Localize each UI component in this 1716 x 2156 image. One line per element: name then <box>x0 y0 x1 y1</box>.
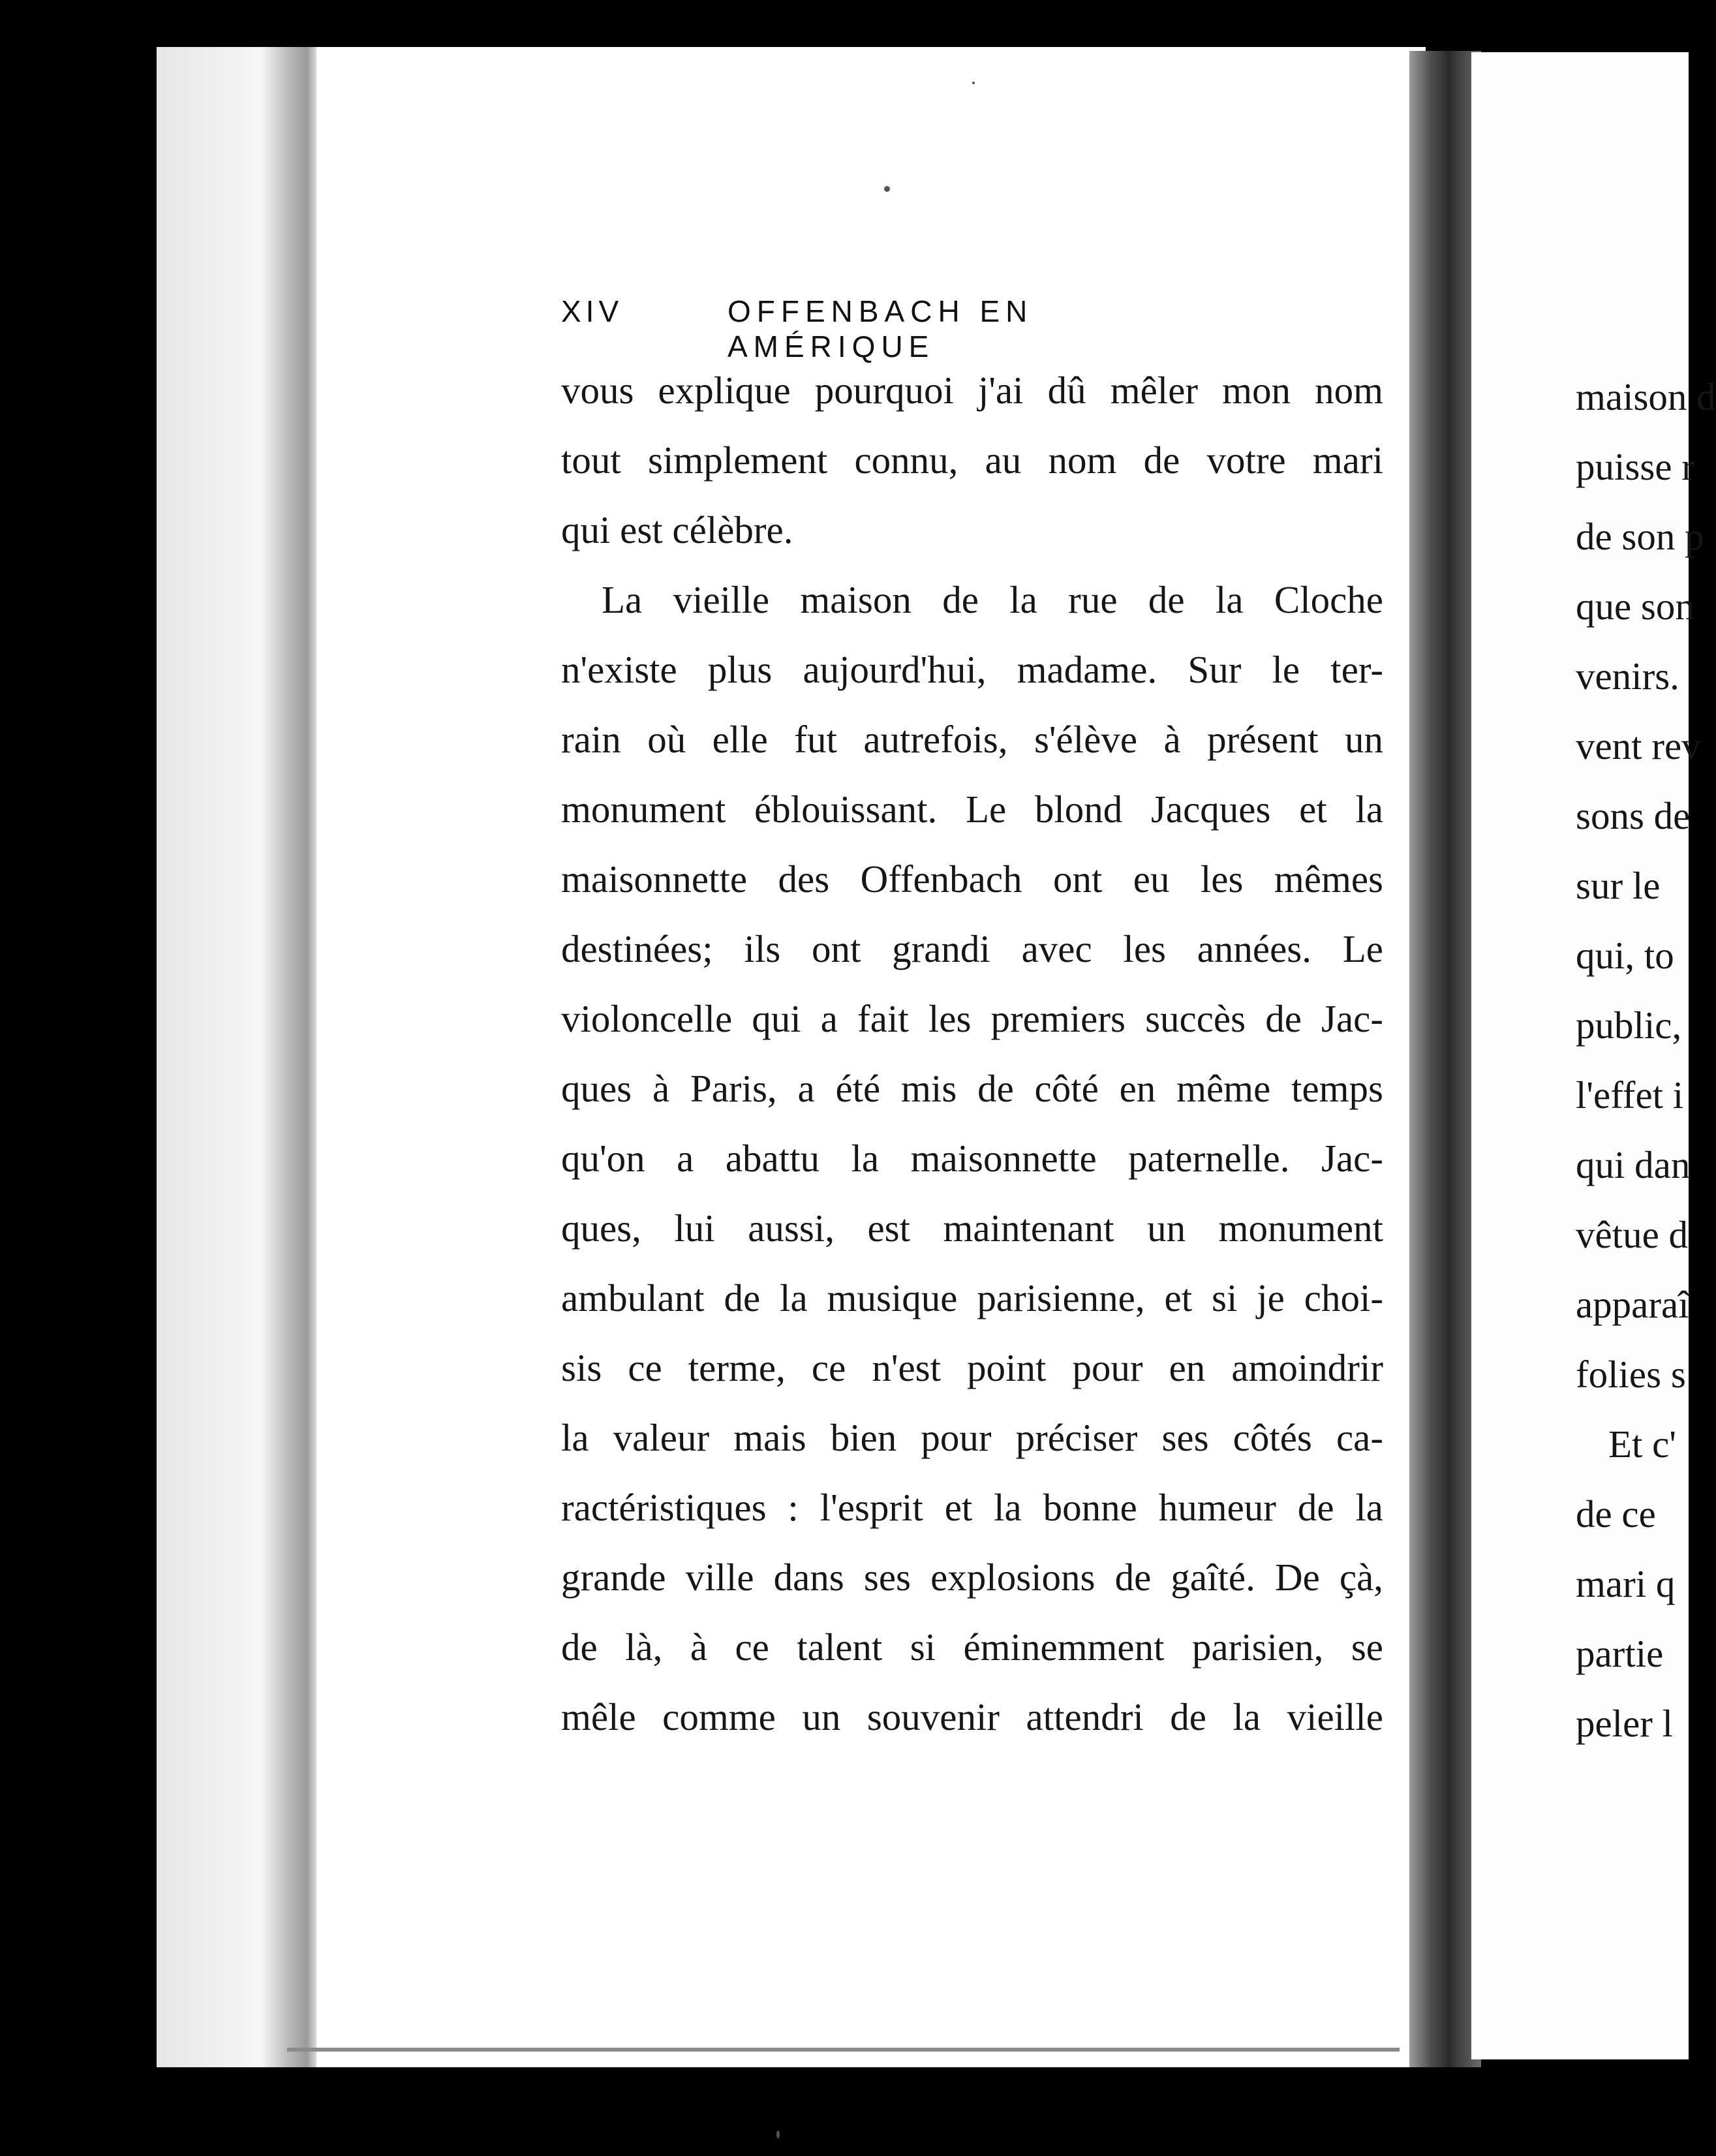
running-title: OFFENBACH EN AMÉRIQUE <box>728 294 1034 363</box>
text-line: vous explique pourquoi j'ai dû mêler mon nom <box>561 369 1383 412</box>
text-line: qui est célèbre. <box>561 508 793 551</box>
left-page-text <box>561 356 1383 1752</box>
text-line: Et c' <box>1608 1423 1676 1466</box>
text-line: n'existe plus aujourd'hui, madame. Sur le ter- <box>561 648 1383 691</box>
scan-speck <box>776 2131 780 2138</box>
page-bottom-edge <box>287 2048 1400 2052</box>
text-line: ques, lui aussi, est maintenant un monument <box>561 1207 1383 1250</box>
running-head <box>561 294 1218 363</box>
right-page-text <box>1576 362 1716 1759</box>
text-line: folies s <box>1576 1353 1686 1396</box>
text-line: monument éblouissant. Le blond Jacques et la <box>561 788 1383 831</box>
text-line: destinées; ils ont grandi avec les années. Le <box>561 927 1383 970</box>
page-number: XIV <box>561 294 624 328</box>
scan-speck <box>972 82 975 84</box>
text-line: qui dan <box>1576 1143 1691 1186</box>
text-line: qu'on a abattu la maisonnette paternelle. Jac- <box>561 1137 1383 1180</box>
text-line: qui, to <box>1576 934 1674 977</box>
text-line: de son p <box>1576 515 1704 558</box>
text-line: sis ce terme, ce n'est point pour en amoindrir <box>561 1346 1383 1389</box>
text-line: de là, à ce talent si éminemment parisien, se <box>561 1625 1383 1669</box>
text-line: l'effet i <box>1576 1073 1684 1116</box>
text-line: de ce <box>1576 1492 1656 1535</box>
text-line: ractéristiques : l'esprit et la bonne humeur de la <box>561 1486 1383 1529</box>
text-line: maison d <box>1576 375 1716 418</box>
text-line: puisse r <box>1576 445 1694 488</box>
text-line: sons de <box>1576 794 1691 837</box>
text-line: grande ville dans ses explosions de gaîté. De çà, <box>561 1556 1383 1599</box>
text-line: sur le <box>1576 864 1661 907</box>
page-stack-edge <box>157 47 316 2067</box>
text-line: rain où elle fut autrefois, s'élève à présent un <box>561 718 1383 761</box>
text-line: vêtue d <box>1576 1213 1689 1256</box>
text-line: peler l <box>1576 1702 1674 1745</box>
text-line: ques à Paris, a été mis de côté en même temps <box>561 1067 1383 1110</box>
scan-speck <box>884 186 890 192</box>
text-line: apparaî <box>1576 1283 1689 1326</box>
text-line: vent rev <box>1576 724 1701 767</box>
text-line: maisonnette des Offenbach ont eu les mêmes <box>561 857 1383 901</box>
book-gutter-shadow <box>1409 51 1481 2067</box>
text-line: ambulant de la musique parisienne, et si je choi- <box>561 1276 1383 1319</box>
text-line: que son <box>1576 585 1694 628</box>
text-line: la valeur mais bien pour préciser ses côtés ca- <box>561 1416 1383 1459</box>
text-line: partie <box>1576 1632 1664 1675</box>
text-line: mêle comme un souvenir attendri de la vieille <box>561 1695 1383 1738</box>
text-line: mari q <box>1576 1562 1676 1605</box>
text-line: tout simplement connu, au nom de votre mari <box>561 439 1383 482</box>
text-line: violoncelle qui a fait les premiers succès de Jac- <box>561 997 1383 1040</box>
text-line: public, <box>1576 1004 1682 1047</box>
text-line: La vieille maison de la rue de la Cloche <box>602 578 1383 621</box>
text-line: venirs. <box>1576 654 1679 698</box>
